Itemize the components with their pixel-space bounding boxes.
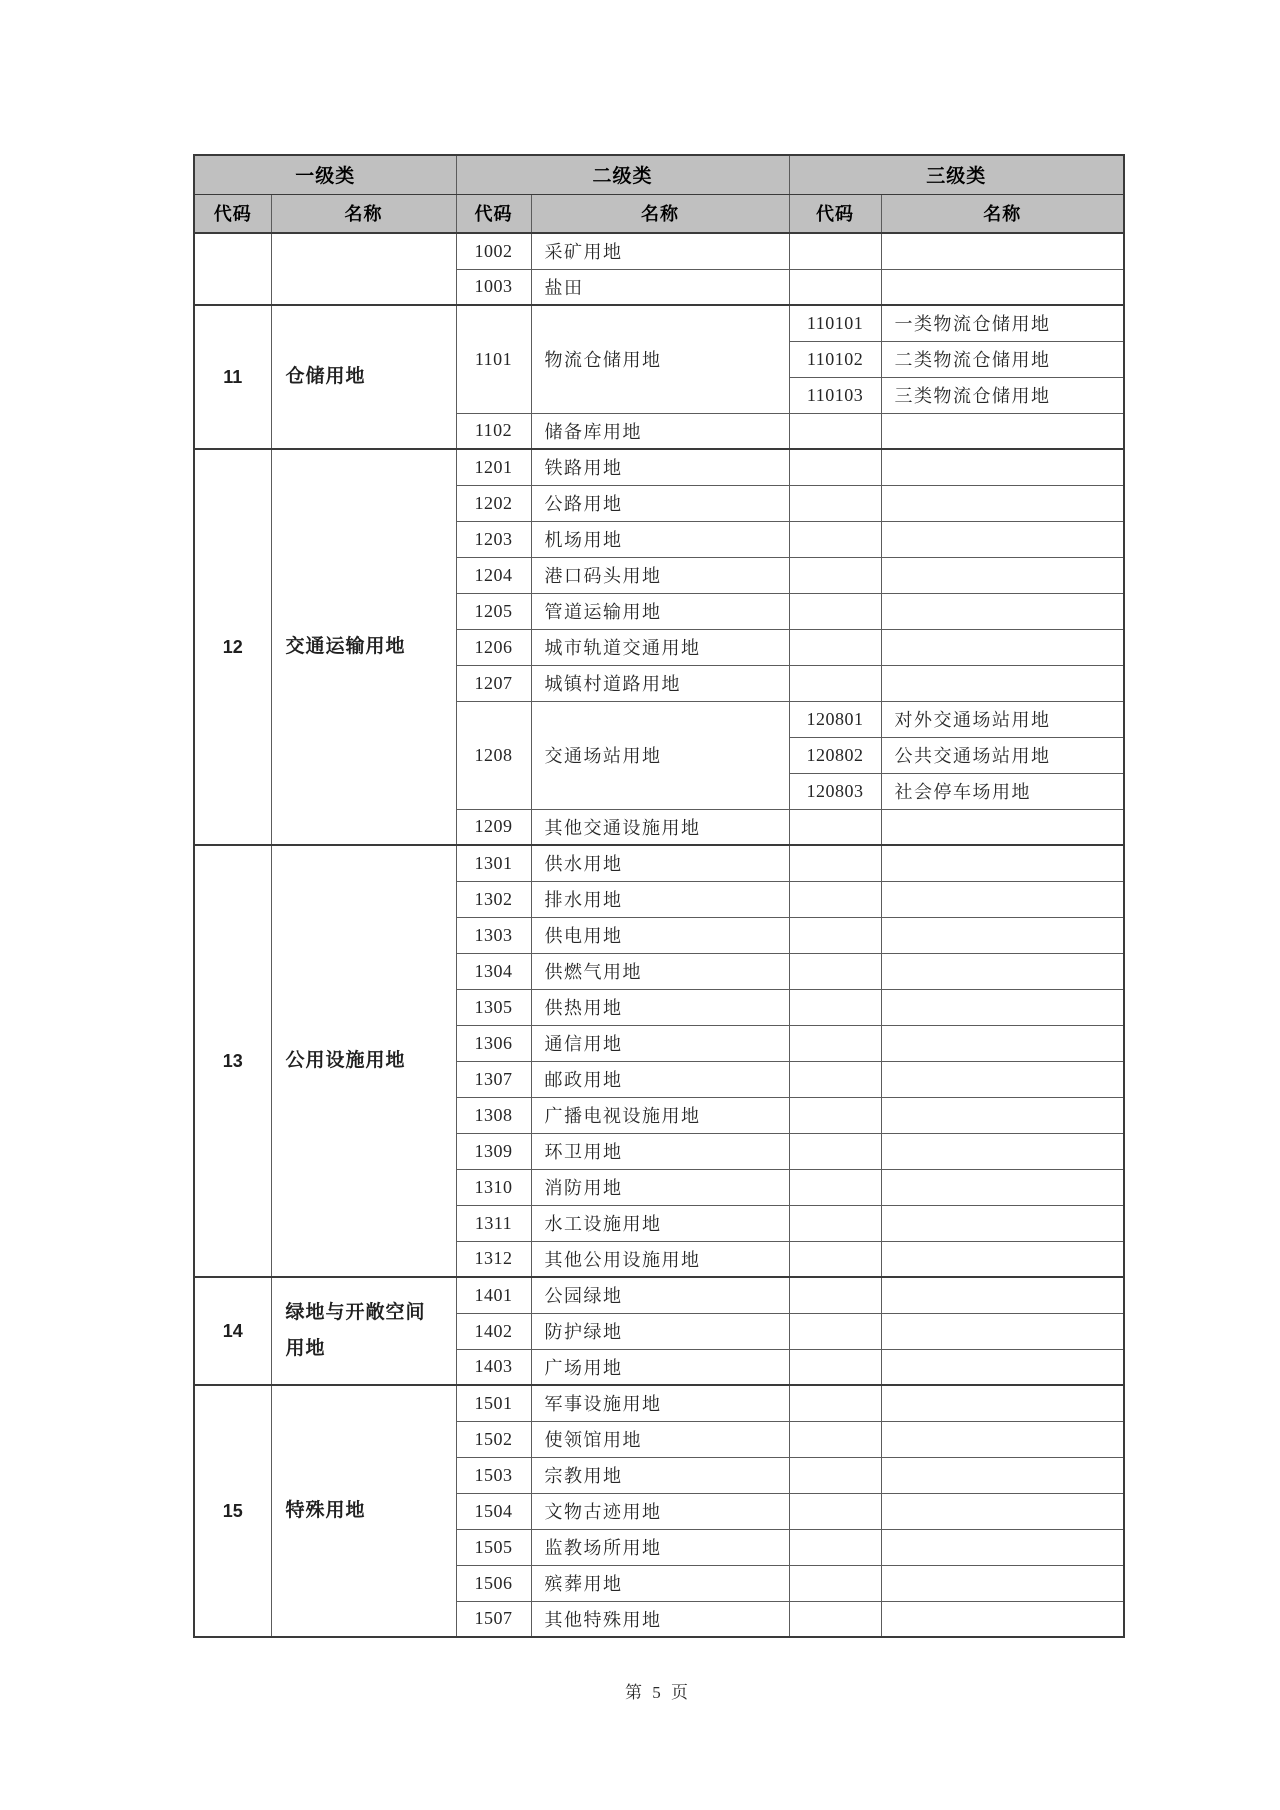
level-1-header: 一级类: [194, 155, 456, 194]
l1-code-cell: [194, 233, 271, 305]
l3-name-cell: [881, 701, 1124, 737]
l2-name-cell: [531, 1133, 789, 1169]
table-row: [194, 305, 1124, 341]
l2-name-cell: [531, 413, 789, 449]
l3-code-cell: [789, 773, 881, 809]
l2-name-cell: [531, 305, 789, 413]
level-3-code-header: 代码: [789, 194, 881, 233]
level-2-name-header: 名称: [531, 194, 789, 233]
table-body: [194, 233, 1124, 1637]
l2-name-text: 消防用地: [544, 1178, 623, 1198]
l2-code-text: 1204: [474, 564, 513, 585]
l2-name-cell: [531, 557, 789, 593]
l2-name-text: 水工设施用地: [544, 1214, 662, 1234]
l2-name-cell: [531, 1277, 789, 1313]
l3-code-cell: [789, 953, 881, 989]
l2-code-text: 1101: [474, 348, 513, 369]
l2-name-text: 防护绿地: [544, 1322, 623, 1342]
l3-code-cell: [789, 1313, 881, 1349]
l3-name-cell: [881, 665, 1124, 701]
l2-name-text: 供水用地: [544, 854, 623, 875]
l2-code-text: 1302: [474, 888, 513, 909]
l3-code-cell: [789, 305, 881, 341]
l2-name-text: 机场用地: [544, 530, 623, 550]
l2-code-cell: [456, 1241, 531, 1277]
l2-name-cell: [531, 233, 789, 269]
l2-code-text: 1304: [474, 960, 513, 981]
l2-name-text: 公路用地: [544, 494, 623, 514]
l2-name-cell: [531, 1601, 789, 1637]
l3-name-text: 社会停车场用地: [894, 782, 1032, 802]
l2-code-text: 1002: [474, 240, 513, 261]
l3-code-cell: [789, 1385, 881, 1421]
l3-name-cell: [881, 377, 1124, 413]
l2-code-cell: [456, 269, 531, 305]
l2-name-text: 盐田: [544, 277, 584, 298]
l3-name-cell: [881, 1313, 1124, 1349]
l2-code-cell: [456, 1097, 531, 1133]
l3-name-cell: [881, 773, 1124, 809]
l3-code-cell: [789, 845, 881, 881]
l2-name-cell: [531, 485, 789, 521]
l2-code-text: 1303: [474, 924, 513, 945]
l3-code-text: 110101: [806, 312, 864, 333]
l2-name-cell: [531, 665, 789, 701]
l3-code-text: 120802: [806, 744, 864, 765]
l2-name-text: 通信用地: [544, 1034, 623, 1054]
l3-name-cell: [881, 1169, 1124, 1205]
l2-name-cell: [531, 1529, 789, 1565]
l3-name-cell: [881, 1421, 1124, 1457]
l2-name-text: 文物古迹用地: [544, 1502, 662, 1522]
l2-code-cell: [456, 1205, 531, 1241]
l2-code-text: 1501: [474, 1392, 513, 1413]
l2-name-text: 环卫用地: [544, 1142, 623, 1162]
l3-name-cell: [881, 521, 1124, 557]
l2-name-text: 军事设施用地: [544, 1394, 662, 1415]
l2-code-text: 1403: [474, 1356, 513, 1377]
l2-name-text: 管道运输用地: [544, 602, 662, 622]
l2-code-cell: [456, 449, 531, 485]
table-row: [194, 1385, 1124, 1421]
l3-code-cell: [789, 377, 881, 413]
l3-name-cell: [881, 413, 1124, 449]
l2-name-text: 邮政用地: [544, 1070, 623, 1090]
l2-name-cell: [531, 989, 789, 1025]
l2-name-cell: [531, 1241, 789, 1277]
l2-code-cell: [456, 665, 531, 701]
l2-name-cell: [531, 521, 789, 557]
l2-code-cell: [456, 1385, 531, 1421]
l2-name-text: 公园绿地: [544, 1286, 623, 1307]
l3-code-cell: [789, 1601, 881, 1637]
l2-code-text: 1311: [474, 1212, 513, 1233]
l1-name-text: 仓储用地: [285, 365, 366, 387]
l2-name-text: 物流仓储用地: [544, 350, 662, 371]
l2-code-text: 1201: [474, 456, 513, 477]
l3-code-cell: [789, 1421, 881, 1457]
l3-name-text: 一类物流仓储用地: [894, 314, 1051, 335]
l1-name-cell: [271, 233, 456, 305]
l3-name-cell: [881, 1205, 1124, 1241]
l2-code-text: 1305: [474, 996, 513, 1017]
l2-name-text: 采矿用地: [544, 242, 623, 263]
l3-code-cell: [789, 1241, 881, 1277]
l2-name-cell: [531, 593, 789, 629]
l1-name-cell: [271, 1385, 456, 1637]
l1-code-text: 13: [222, 1050, 243, 1071]
l2-name-cell: [531, 1169, 789, 1205]
l3-name-cell: [881, 341, 1124, 377]
l3-name-cell: [881, 953, 1124, 989]
l3-name-cell: [881, 305, 1124, 341]
l3-code-cell: [789, 413, 881, 449]
l2-name-cell: [531, 1421, 789, 1457]
l2-name-cell: [531, 1457, 789, 1493]
l3-code-cell: [789, 1529, 881, 1565]
l2-name-cell: [531, 1313, 789, 1349]
l1-code-cell: [194, 1277, 271, 1385]
l2-name-text: 城镇村道路用地: [544, 674, 682, 694]
l3-name-cell: [881, 989, 1124, 1025]
l2-code-cell: [456, 521, 531, 557]
l2-name-text: 铁路用地: [544, 458, 623, 479]
l2-code-text: 1506: [474, 1572, 513, 1593]
l2-code-cell: [456, 1025, 531, 1061]
l2-code-text: 1205: [474, 600, 513, 621]
l3-name-cell: [881, 233, 1124, 269]
l2-code-cell: [456, 701, 531, 809]
l2-name-cell: [531, 449, 789, 485]
l1-name-text: 公用设施用地: [285, 1049, 406, 1071]
l2-code-cell: [456, 557, 531, 593]
l2-code-cell: [456, 1529, 531, 1565]
l3-code-cell: [789, 449, 881, 485]
l3-code-cell: [789, 917, 881, 953]
l2-code-text: 1402: [474, 1320, 513, 1341]
l2-name-cell: [531, 809, 789, 845]
l2-code-cell: [456, 1349, 531, 1385]
l3-name-cell: [881, 1061, 1124, 1097]
l2-code-cell: [456, 845, 531, 881]
l3-code-cell: [789, 809, 881, 845]
l2-name-text: 供电用地: [544, 926, 623, 946]
l2-code-cell: [456, 305, 531, 413]
l3-name-cell: [881, 1601, 1124, 1637]
l2-code-cell: [456, 881, 531, 917]
l2-code-cell: [456, 809, 531, 845]
l3-name-cell: [881, 1565, 1124, 1601]
l3-code-cell: [789, 341, 881, 377]
l2-name-text: 其他特殊用地: [544, 1609, 662, 1630]
l1-code-cell: [194, 305, 271, 449]
l3-name-cell: [881, 1241, 1124, 1277]
l2-code-text: 1207: [474, 672, 513, 693]
l2-name-text: 供燃气用地: [544, 962, 643, 982]
l3-code-cell: [789, 1205, 881, 1241]
l2-code-text: 1307: [474, 1068, 513, 1089]
l2-name-cell: [531, 269, 789, 305]
l2-code-cell: [456, 1133, 531, 1169]
l2-name-cell: [531, 1565, 789, 1601]
l3-name-cell: [881, 737, 1124, 773]
l2-code-text: 1310: [474, 1176, 513, 1197]
l3-code-text: 120801: [806, 708, 864, 729]
l1-code-text: 11: [223, 366, 243, 387]
l2-name-cell: [531, 845, 789, 881]
l2-code-text: 1401: [474, 1284, 513, 1305]
l2-name-text: 监教场所用地: [544, 1538, 662, 1558]
l3-code-cell: [789, 485, 881, 521]
l3-name-cell: [881, 1133, 1124, 1169]
l2-code-cell: [456, 1169, 531, 1205]
l2-name-text: 储备库用地: [544, 421, 643, 442]
l2-code-text: 1507: [474, 1608, 513, 1629]
l3-code-cell: [789, 233, 881, 269]
l3-code-cell: [789, 1097, 881, 1133]
l2-name-cell: [531, 701, 789, 809]
l2-code-cell: [456, 1421, 531, 1457]
l3-name-cell: [881, 1493, 1124, 1529]
l2-name-text: 宗教用地: [544, 1466, 623, 1486]
l3-name-cell: [881, 1385, 1124, 1421]
l2-name-cell: [531, 1061, 789, 1097]
l2-name-text: 交通场站用地: [544, 746, 662, 766]
table-row: [194, 449, 1124, 485]
l3-name-cell: [881, 593, 1124, 629]
l2-code-text: 1502: [474, 1428, 513, 1449]
l1-code-cell: [194, 1385, 271, 1637]
l2-code-text: 1102: [474, 420, 513, 441]
l3-code-cell: [789, 665, 881, 701]
l3-code-text: 110102: [806, 348, 864, 369]
l2-code-cell: [456, 629, 531, 665]
l2-code-cell: [456, 1457, 531, 1493]
l2-name-cell: [531, 953, 789, 989]
l2-code-text: 1505: [474, 1536, 513, 1557]
l2-code-cell: [456, 1061, 531, 1097]
l3-name-cell: [881, 629, 1124, 665]
l2-name-text: 使领馆用地: [544, 1430, 643, 1450]
l2-code-text: 1309: [474, 1140, 513, 1161]
l2-code-text: 1306: [474, 1032, 513, 1053]
l2-code-cell: [456, 593, 531, 629]
l2-name-cell: [531, 629, 789, 665]
l3-name-cell: [881, 917, 1124, 953]
l2-name-text: 港口码头用地: [544, 566, 662, 586]
l3-name-cell: [881, 1529, 1124, 1565]
l3-code-cell: [789, 989, 881, 1025]
l3-code-cell: [789, 1061, 881, 1097]
l2-code-cell: [456, 485, 531, 521]
l3-name-text: 对外交通场站用地: [894, 710, 1051, 730]
land-use-classification-table: [193, 154, 1123, 1638]
l1-name-text: 交通运输用地: [285, 635, 406, 657]
l1-code-text: 15: [222, 1500, 243, 1521]
l2-code-text: 1209: [474, 816, 513, 837]
l2-code-cell: [456, 1565, 531, 1601]
l3-code-cell: [789, 1133, 881, 1169]
l3-code-text: 120803: [806, 780, 864, 801]
l3-code-cell: [789, 269, 881, 305]
l3-name-cell: [881, 881, 1124, 917]
l2-code-text: 1301: [474, 852, 513, 873]
l2-code-cell: [456, 953, 531, 989]
level-3-header: 三级类: [789, 155, 1124, 194]
l2-name-text: 广场用地: [544, 1357, 623, 1378]
l2-code-cell: [456, 233, 531, 269]
l2-name-text: 其他公用设施用地: [544, 1249, 701, 1270]
l3-name-text: 二类物流仓储用地: [894, 350, 1051, 370]
level-3-name-header: 名称: [881, 194, 1124, 233]
l2-code-cell: [456, 1493, 531, 1529]
l2-code-text: 1003: [474, 276, 513, 297]
l3-code-cell: [789, 881, 881, 917]
level-2-header: 二级类: [456, 155, 789, 194]
l3-code-cell: [789, 1457, 881, 1493]
l1-name-text: 绿地与开敞空间用地: [285, 1301, 426, 1359]
l3-name-cell: [881, 269, 1124, 305]
l2-name-cell: [531, 1349, 789, 1385]
table-row: [194, 1277, 1124, 1313]
l1-code-cell: [194, 449, 271, 845]
l2-name-text: 排水用地: [544, 890, 623, 910]
l3-code-cell: [789, 737, 881, 773]
sub-header-row: [194, 194, 1124, 233]
l1-code-text: 14: [222, 1320, 243, 1341]
l2-code-text: 1504: [474, 1500, 513, 1521]
l3-name-cell: [881, 809, 1124, 845]
l2-name-cell: [531, 1493, 789, 1529]
l2-code-text: 1202: [474, 492, 513, 513]
l2-code-cell: [456, 1313, 531, 1349]
l2-name-text: 供热用地: [544, 998, 623, 1018]
l1-code-text: 12: [222, 636, 243, 657]
l3-code-cell: [789, 1169, 881, 1205]
l3-code-cell: [789, 629, 881, 665]
l3-code-cell: [789, 521, 881, 557]
l2-name-cell: [531, 917, 789, 953]
classification-table: [193, 154, 1125, 1638]
l2-name-cell: [531, 1205, 789, 1241]
l3-name-text: 公共交通场站用地: [894, 746, 1051, 766]
level-header-row: [194, 155, 1124, 194]
l2-code-text: 1308: [474, 1104, 513, 1125]
l3-code-text: 110103: [806, 384, 864, 405]
l2-name-cell: [531, 1385, 789, 1421]
l2-code-text: 1312: [474, 1248, 513, 1269]
l1-name-cell: [271, 305, 456, 449]
l1-name-text: 特殊用地: [285, 1499, 366, 1521]
table-row: [194, 233, 1124, 269]
l3-code-cell: [789, 557, 881, 593]
table-row: [194, 845, 1124, 881]
l3-name-cell: [881, 1097, 1124, 1133]
l2-name-text: 广播电视设施用地: [544, 1106, 701, 1126]
l3-code-cell: [789, 1565, 881, 1601]
l2-code-text: 1503: [474, 1464, 513, 1485]
level-1-code-header: 代码: [194, 194, 271, 233]
l3-name-cell: [881, 485, 1124, 521]
l3-name-cell: [881, 1277, 1124, 1313]
l3-name-cell: [881, 1457, 1124, 1493]
l3-name-cell: [881, 845, 1124, 881]
l2-code-cell: [456, 989, 531, 1025]
l3-name-cell: [881, 1349, 1124, 1385]
l2-code-text: 1206: [474, 636, 513, 657]
l1-name-cell: [271, 1277, 456, 1385]
l2-name-text: 城市轨道交通用地: [544, 638, 701, 658]
l3-code-cell: [789, 701, 881, 737]
l3-name-cell: [881, 1025, 1124, 1061]
table-header: [194, 155, 1124, 233]
l3-code-cell: [789, 1277, 881, 1313]
l2-name-text: 其他交通设施用地: [544, 817, 701, 838]
level-2-code-header: 代码: [456, 194, 531, 233]
l3-code-cell: [789, 593, 881, 629]
l1-name-cell: [271, 449, 456, 845]
l3-name-text: 三类物流仓储用地: [894, 386, 1051, 406]
l2-code-cell: [456, 1601, 531, 1637]
l2-name-cell: [531, 1097, 789, 1133]
l2-name-cell: [531, 881, 789, 917]
page-number: 第 5 页: [625, 1683, 691, 1702]
l1-code-cell: [194, 845, 271, 1277]
l2-code-cell: [456, 1277, 531, 1313]
l2-code-text: 1203: [474, 528, 513, 549]
l3-name-cell: [881, 449, 1124, 485]
level-1-name-header: 名称: [271, 194, 456, 233]
l3-code-cell: [789, 1349, 881, 1385]
l2-name-cell: [531, 1025, 789, 1061]
l2-code-text: 1208: [474, 744, 513, 765]
page-footer: [193, 1678, 1123, 1703]
l2-name-text: 殡葬用地: [544, 1574, 623, 1594]
l3-code-cell: [789, 1493, 881, 1529]
l2-code-cell: [456, 917, 531, 953]
l3-name-cell: [881, 557, 1124, 593]
l3-code-cell: [789, 1025, 881, 1061]
l2-code-cell: [456, 413, 531, 449]
l1-name-cell: [271, 845, 456, 1277]
